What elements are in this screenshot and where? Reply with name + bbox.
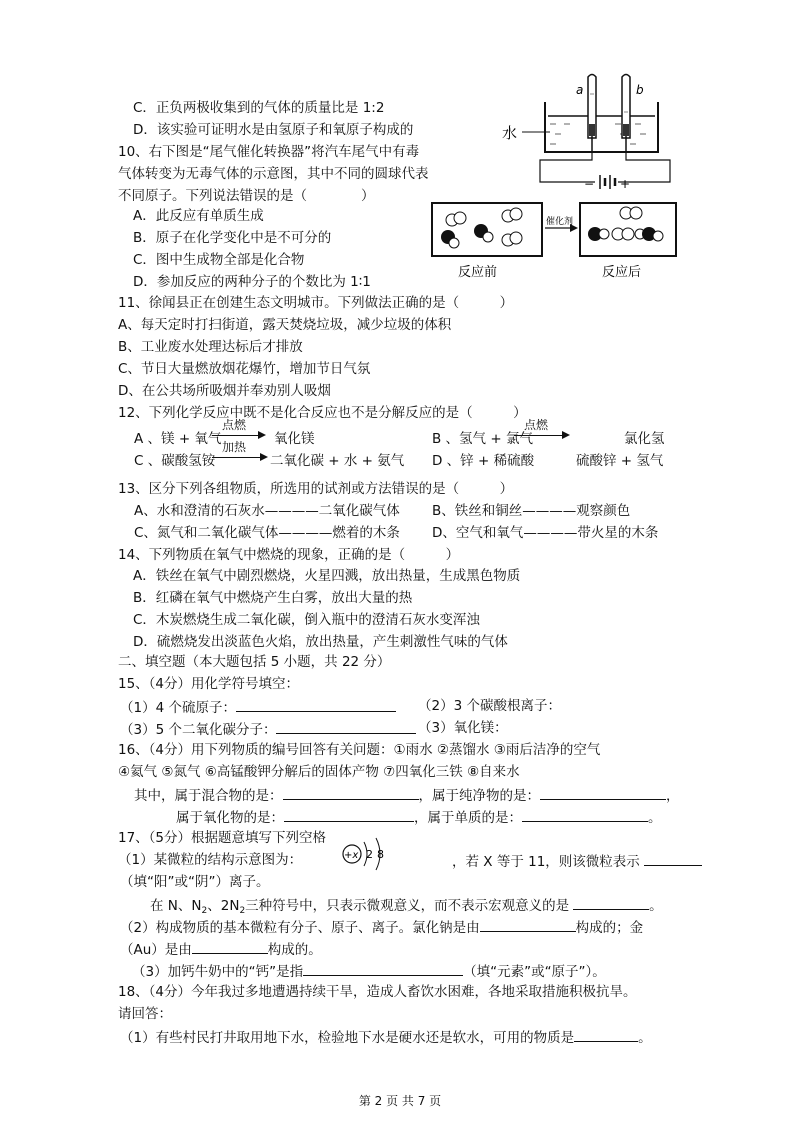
- q16-mix-label: 其中，属于混合物的是：: [134, 788, 283, 804]
- q12-a-right: 氧化镁: [274, 431, 315, 447]
- q17-subscript-1: 2: [201, 906, 208, 916]
- q14-option-c: C．木炭燃烧生成二氧化碳，倒入瓶中的澄清石灰水变浑浊: [133, 612, 480, 628]
- q10-option-b: B．原子在化学变化中是不可分的: [133, 230, 332, 246]
- q12-a-arrow: [212, 435, 262, 436]
- q17-part2-c: [120, 939, 322, 959]
- q17-symbol-2n: 、2N: [207, 898, 240, 914]
- q15-part1: [120, 697, 396, 717]
- q18-part1-end: 。: [638, 1030, 652, 1046]
- q13-option-a: A、水和澄清的石灰水————二氧化碳气体: [134, 503, 400, 519]
- q16-stem-2: ④氦气 ⑤氮气 ⑥高锰酸钾分解后的固体产物 ⑦四氧化三铁 ⑧自来水: [118, 764, 520, 780]
- q16-row1-end: ，: [666, 788, 680, 804]
- q16-mix-blank[interactable]: [283, 785, 419, 800]
- q13-option-b: B、铁丝和铜丝————观察颜色: [432, 503, 631, 519]
- q12-a-arrow-head: [258, 431, 266, 439]
- q15-part1-label: （1）4 个硫原子：: [120, 700, 236, 716]
- q18-part1: [120, 1027, 652, 1047]
- q10-stem-3: 不同原子。下列说法错误的是（ ）: [118, 188, 375, 204]
- q17-symbol-n: 在 N、N: [150, 898, 202, 914]
- q17-part1-b-text: ，若 X 等于 11，则该微粒表示: [452, 854, 640, 870]
- q16-row2-end: 。: [648, 810, 662, 826]
- q17-part1-d-end: 。: [649, 898, 663, 914]
- q13-stem: 13、区分下列各组物质，所选用的试剂或方法错误的是（ ）: [118, 481, 514, 497]
- q10-option-d: D．参加反应的两种分子的个数比为 1∶1: [133, 274, 371, 290]
- q12-c-left: C 、碳酸氢铵: [134, 453, 216, 469]
- q17-part1-c: （填“阳”或“阴”）离子。: [120, 874, 270, 890]
- q17-au-blank[interactable]: [192, 939, 268, 954]
- q11-option-b: B、工业废水处理达标后才排放: [118, 339, 303, 355]
- q12-d-left: D 、锌 + 稀硫酸: [432, 453, 535, 469]
- water-label: 水: [502, 124, 518, 142]
- battery-minus: −: [584, 177, 595, 191]
- q17-part1-d-text: 三种符号中，只表示微观意义，而不表示宏观意义的是: [245, 898, 570, 914]
- q11-stem: 11、徐闻县正在创建生态文明城市。下列做法正确的是（ ）: [118, 295, 514, 311]
- q11-option-d: D、在公共场所吸烟并奉劝别人吸烟: [118, 383, 331, 399]
- page-footer: 第 2 页 共 7 页: [358, 1094, 442, 1108]
- q11-option-a: A、每天定时打扫街道，露天焚烧垃圾，减少垃圾的体积: [118, 317, 452, 333]
- q12-b-arrow: [514, 435, 566, 436]
- q16-pure-label: ，属于纯净物的是：: [418, 788, 540, 804]
- tube-a-label: a: [576, 83, 584, 97]
- atom-structure-diagram: [340, 834, 392, 874]
- nucleus-label: +x: [344, 850, 359, 861]
- q17-part1-a: （1）某微粒的结构示意图为：: [118, 852, 303, 868]
- shell1-electrons: 2: [366, 848, 373, 861]
- q15-part1-blank[interactable]: [236, 697, 396, 712]
- q15-part3: [120, 719, 416, 739]
- electrolysis-figure: [500, 72, 690, 192]
- q12-d-right: 硫酸锌 + 氢气: [576, 453, 664, 469]
- q10-option-c: C．图中生成物全部是化合物: [133, 252, 305, 268]
- q15-stem: 15、（4分）用化学符号填空：: [118, 676, 300, 692]
- q16-row1: [134, 785, 680, 805]
- q17-part1-blank[interactable]: [644, 851, 702, 866]
- q11-option-c: C、节日大量燃放烟花爆竹，增加节日气氛: [118, 361, 371, 377]
- q13-option-d: D、空气和氧气————带火星的木条: [432, 525, 659, 541]
- q12-c-arrow: [212, 457, 264, 458]
- q18-stem-2: 请回答：: [118, 1006, 172, 1022]
- q10-stem-1: 10、右下图是“尾气催化转换器”将汽车尾气中有毒: [118, 144, 420, 160]
- q14-stem: 14、下列物质在氧气中燃烧的现象，正确的是（ ）: [118, 547, 460, 563]
- q17-part3-a-text: （3）加钙牛奶中的“钙”是指: [132, 964, 304, 980]
- shell2-electrons: 8: [377, 848, 384, 861]
- q16-pure-blank[interactable]: [540, 785, 666, 800]
- q12-b-condition: 点燃: [524, 418, 549, 432]
- q15-part3-blank[interactable]: [276, 719, 416, 734]
- q17-micro-blank[interactable]: [573, 895, 649, 910]
- q16-oxide-label: 属于氧化物的是：: [176, 810, 284, 826]
- tube-b-label: b: [636, 83, 644, 97]
- q14-option-b: B．红磷在氧气中燃烧产生白雾，放出大量的热: [133, 590, 413, 606]
- q17-part1-b: [452, 851, 702, 871]
- q16-elem-blank[interactable]: [522, 807, 648, 822]
- q15-part2: （2）3 个碳酸根离子：: [418, 698, 561, 714]
- q12-b-right: 氯化氢: [624, 431, 665, 447]
- q17-stem: 17、（5分）根据题意填写下列空格: [118, 830, 327, 846]
- catalytic-converter-figure: [430, 200, 680, 282]
- q12-c-right: 二氧化碳 + 水 + 氨气: [270, 453, 405, 469]
- battery-plus: +: [620, 177, 631, 191]
- q17-part2-a: [120, 917, 643, 937]
- q10-stem-2: 气体转变为无毒气体的示意图，其中不同的圆球代表: [118, 166, 429, 182]
- q15-part3-label: （3）5 个二氧化碳分子：: [120, 722, 277, 738]
- q12-stem: 12、下列化学反应中既不是化合反应也不是分解反应的是（ ）: [118, 405, 527, 421]
- q16-elem-label: ，属于单质的是：: [414, 810, 522, 826]
- q9-option-d: D．该实验可证明水是由氢原子和氧原子构成的: [133, 122, 414, 138]
- q17-subscript-2: 2: [239, 906, 246, 916]
- q17-calcium-blank[interactable]: [303, 961, 463, 976]
- q12-c-condition: 加热: [222, 440, 247, 454]
- q17-part3: [132, 961, 606, 981]
- section2-title: 二、填空题（本大题包括 5 小题，共 22 分）: [118, 654, 391, 670]
- q12-a-left: A 、镁 + 氧气: [134, 431, 222, 447]
- q18-stem: 18、（4分）今年我过多地遭遇持续干旱，造成人畜饮水困难，各地采取措施积极抗旱。: [118, 984, 637, 1000]
- q12-a-condition: 点燃: [222, 418, 247, 432]
- q16-stem: 16、（4分）用下列物质的编号回答有关问题：①雨水 ②蒸馏水 ③雨后洁净的空气: [118, 742, 601, 758]
- q12-b-arrow-head: [562, 431, 570, 439]
- q12-b-left: B 、氢气 + 氯气: [432, 431, 533, 447]
- before-label: 反应前: [458, 265, 498, 280]
- q16-oxide-blank[interactable]: [284, 807, 414, 822]
- q12-c-arrow-head: [260, 453, 268, 461]
- q17-part2-c-text: （Au）是由: [120, 942, 192, 958]
- q14-option-a: A．铁丝在氧气中剧烈燃烧，火星四溅，放出热量，生成黑色物质: [133, 568, 521, 584]
- q17-nacl-blank[interactable]: [480, 917, 576, 932]
- q14-option-d: D．硫燃烧发出淡蓝色火焰，放出热量，产生刺激性气味的气体: [133, 634, 508, 650]
- q15-part4: （3）氧化镁：: [418, 720, 508, 736]
- q17-part2-a-text: （2）构成物质的基本微粒有分子、原子、离子。氯化钠是由: [120, 920, 480, 936]
- q18-part1-blank[interactable]: [574, 1027, 638, 1042]
- q10-option-a: A．此反应有单质生成: [133, 208, 264, 224]
- q17-part2-d-text: 构成的。: [267, 942, 322, 958]
- q18-part1-text: （1）有些村民打井取用地下水，检验地下水是硬水还是软水，可用的物质是: [120, 1030, 575, 1046]
- q17-part2-b-text: 构成的；金: [575, 920, 644, 936]
- after-label: 反应后: [602, 265, 642, 280]
- catalyst-label: 催化剂: [546, 217, 574, 227]
- q16-row2: [176, 807, 662, 827]
- q17-part3-b-text: （填“元素”或“原子”）。: [463, 964, 606, 980]
- q9-option-c: C．正负两极收集到的气体的质量比是 1:2: [133, 100, 385, 116]
- q13-option-c: C、氮气和二氧化碳气体————燃着的木条: [134, 525, 400, 541]
